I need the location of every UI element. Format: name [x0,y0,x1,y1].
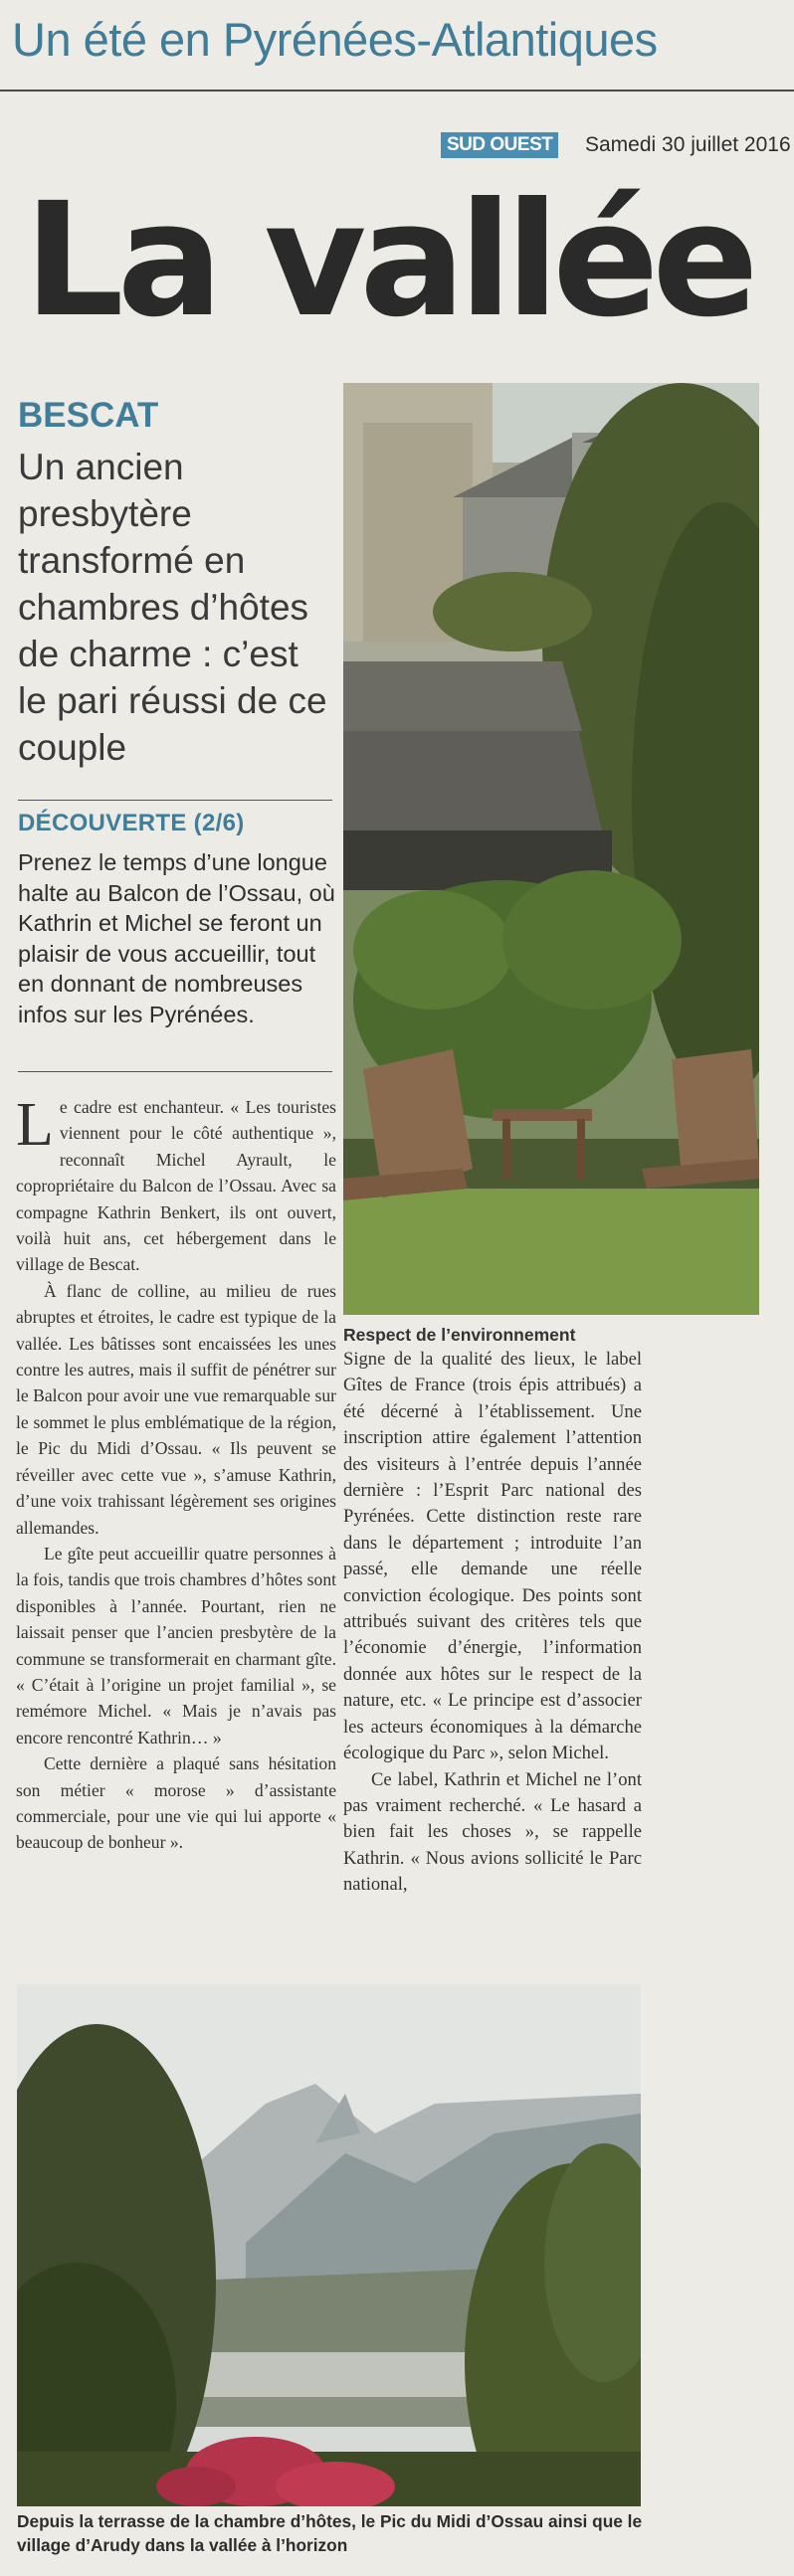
photo-caption: Depuis la terrasse de la chambre d’hôtes, le Pic du Midi d’Ossau ainsi que le village d’Arudy dans la vallée à l’horizon [17,2511,643,2555]
body-paragraph: Cette dernière a plaqué sans hésitation son métier « morose » d’assistante commerciale, pour une vie qui lui apporte « beaucoup de bonheur ». [16,1753,336,1853]
body-paragraph: À flanc de colline, au milieu de rues abruptes et étroites, le cadre est typique de la vallée. Les bâtisses sont encaissées les unes contre les autres, mais il suffit de pénétrer sur le Balcon pour avoir une vue remarquable sur le sommet le plus emblématique de la région, le Pic du Midi d’Ossau. « Ils peuvent se réveiller avec cette vue », s’amuse Kathrin, d’une voix trahissant légèrement ses origines allemandes. [16,1280,336,1538]
article-kicker: BESCAT [18,396,159,435]
publication-date: Samedi 30 juillet 2016 [585,133,791,156]
body-paragraph: Ce label, Kathrin et Michel ne l’ont pas vraiment recherché. « Le hasard a bien fait les choses », se rappelle Kathrin. « Nous avions sollicité le Parc national, [343,1768,642,1896]
article-lead: Prenez le temps d’une longue halte au Balcon de l’Ossau, où Kathrin et Michel se feront un plaisir de vous accueillir, tout en donnant de nombreuses infos sur les Pyrénées. [18,849,335,1027]
garden-terrace-photo [343,383,759,1315]
body-paragraph [16,1091,336,1278]
section-subheading: Respect de l’environnement [343,1325,576,1345]
paragraph-text: e cadre est enchanteur. « Les touristes viennent pour le côté authentique », reconnaît Michel Ayrault, le copropriétaire du Balcon de l’Ossau. Avec sa compagne Kathrin Benkert, ils ont ouvert, voilà huit ans, cet hébergement dans le village de Bescat. [16,1097,336,1275]
section-title: Un été en Pyrénées-Atlantiques [12,13,658,66]
lead-divider [18,1071,332,1072]
article-rubric: DÉCOUVERTE (2/6) [18,810,245,836]
article-column-2 [343,1347,642,1899]
article-subhead: Un ancien presbytère transformé en chambres d’hôtes de charme : c’est le pari réussi de ce couple [18,447,327,768]
mountain-view-photo [17,1984,641,2506]
newspaper-logo: SUD OUEST [441,132,558,158]
drop-cap: L [16,1091,54,1159]
page-title: La vallée [24,169,752,352]
body-paragraph: Signe de la qualité des lieux, le label Gîtes de France (trois épis attribués) a été décerné à l’établissement. Une inscription attire également l’attention des visiteurs à l’entrée depuis l’année dernière : l’Esprit Parc national des Pyrénées. Cette distinction reste rare dans le département ; introduite l’an passé, elle demande une réelle conviction écologique. Des points sont attribués suivant des critères tels que l’économie d’énergie, l’information donnée aux hôtes sur le respect de la nature, etc. « Le principe est d’associer les acteurs économiques à la démarche écologique du Parc », selon Michel. [343,1349,642,1764]
subhead-divider [18,800,332,801]
header-divider [0,90,794,92]
article-column-1 [16,1091,336,1856]
body-paragraph: Le gîte peut accueillir quatre personnes à la fois, tandis que trois chambres d’hôtes sont disponibles à l’année. Pourtant, rien ne laissait penser que l’ancien presbytère de la commune se transformerait en charmant gîte. « C’était à l’origine un projet familial », se remémore Michel. « Mais je n’avais pas encore rencontré Kathrin… » [16,1543,336,1748]
